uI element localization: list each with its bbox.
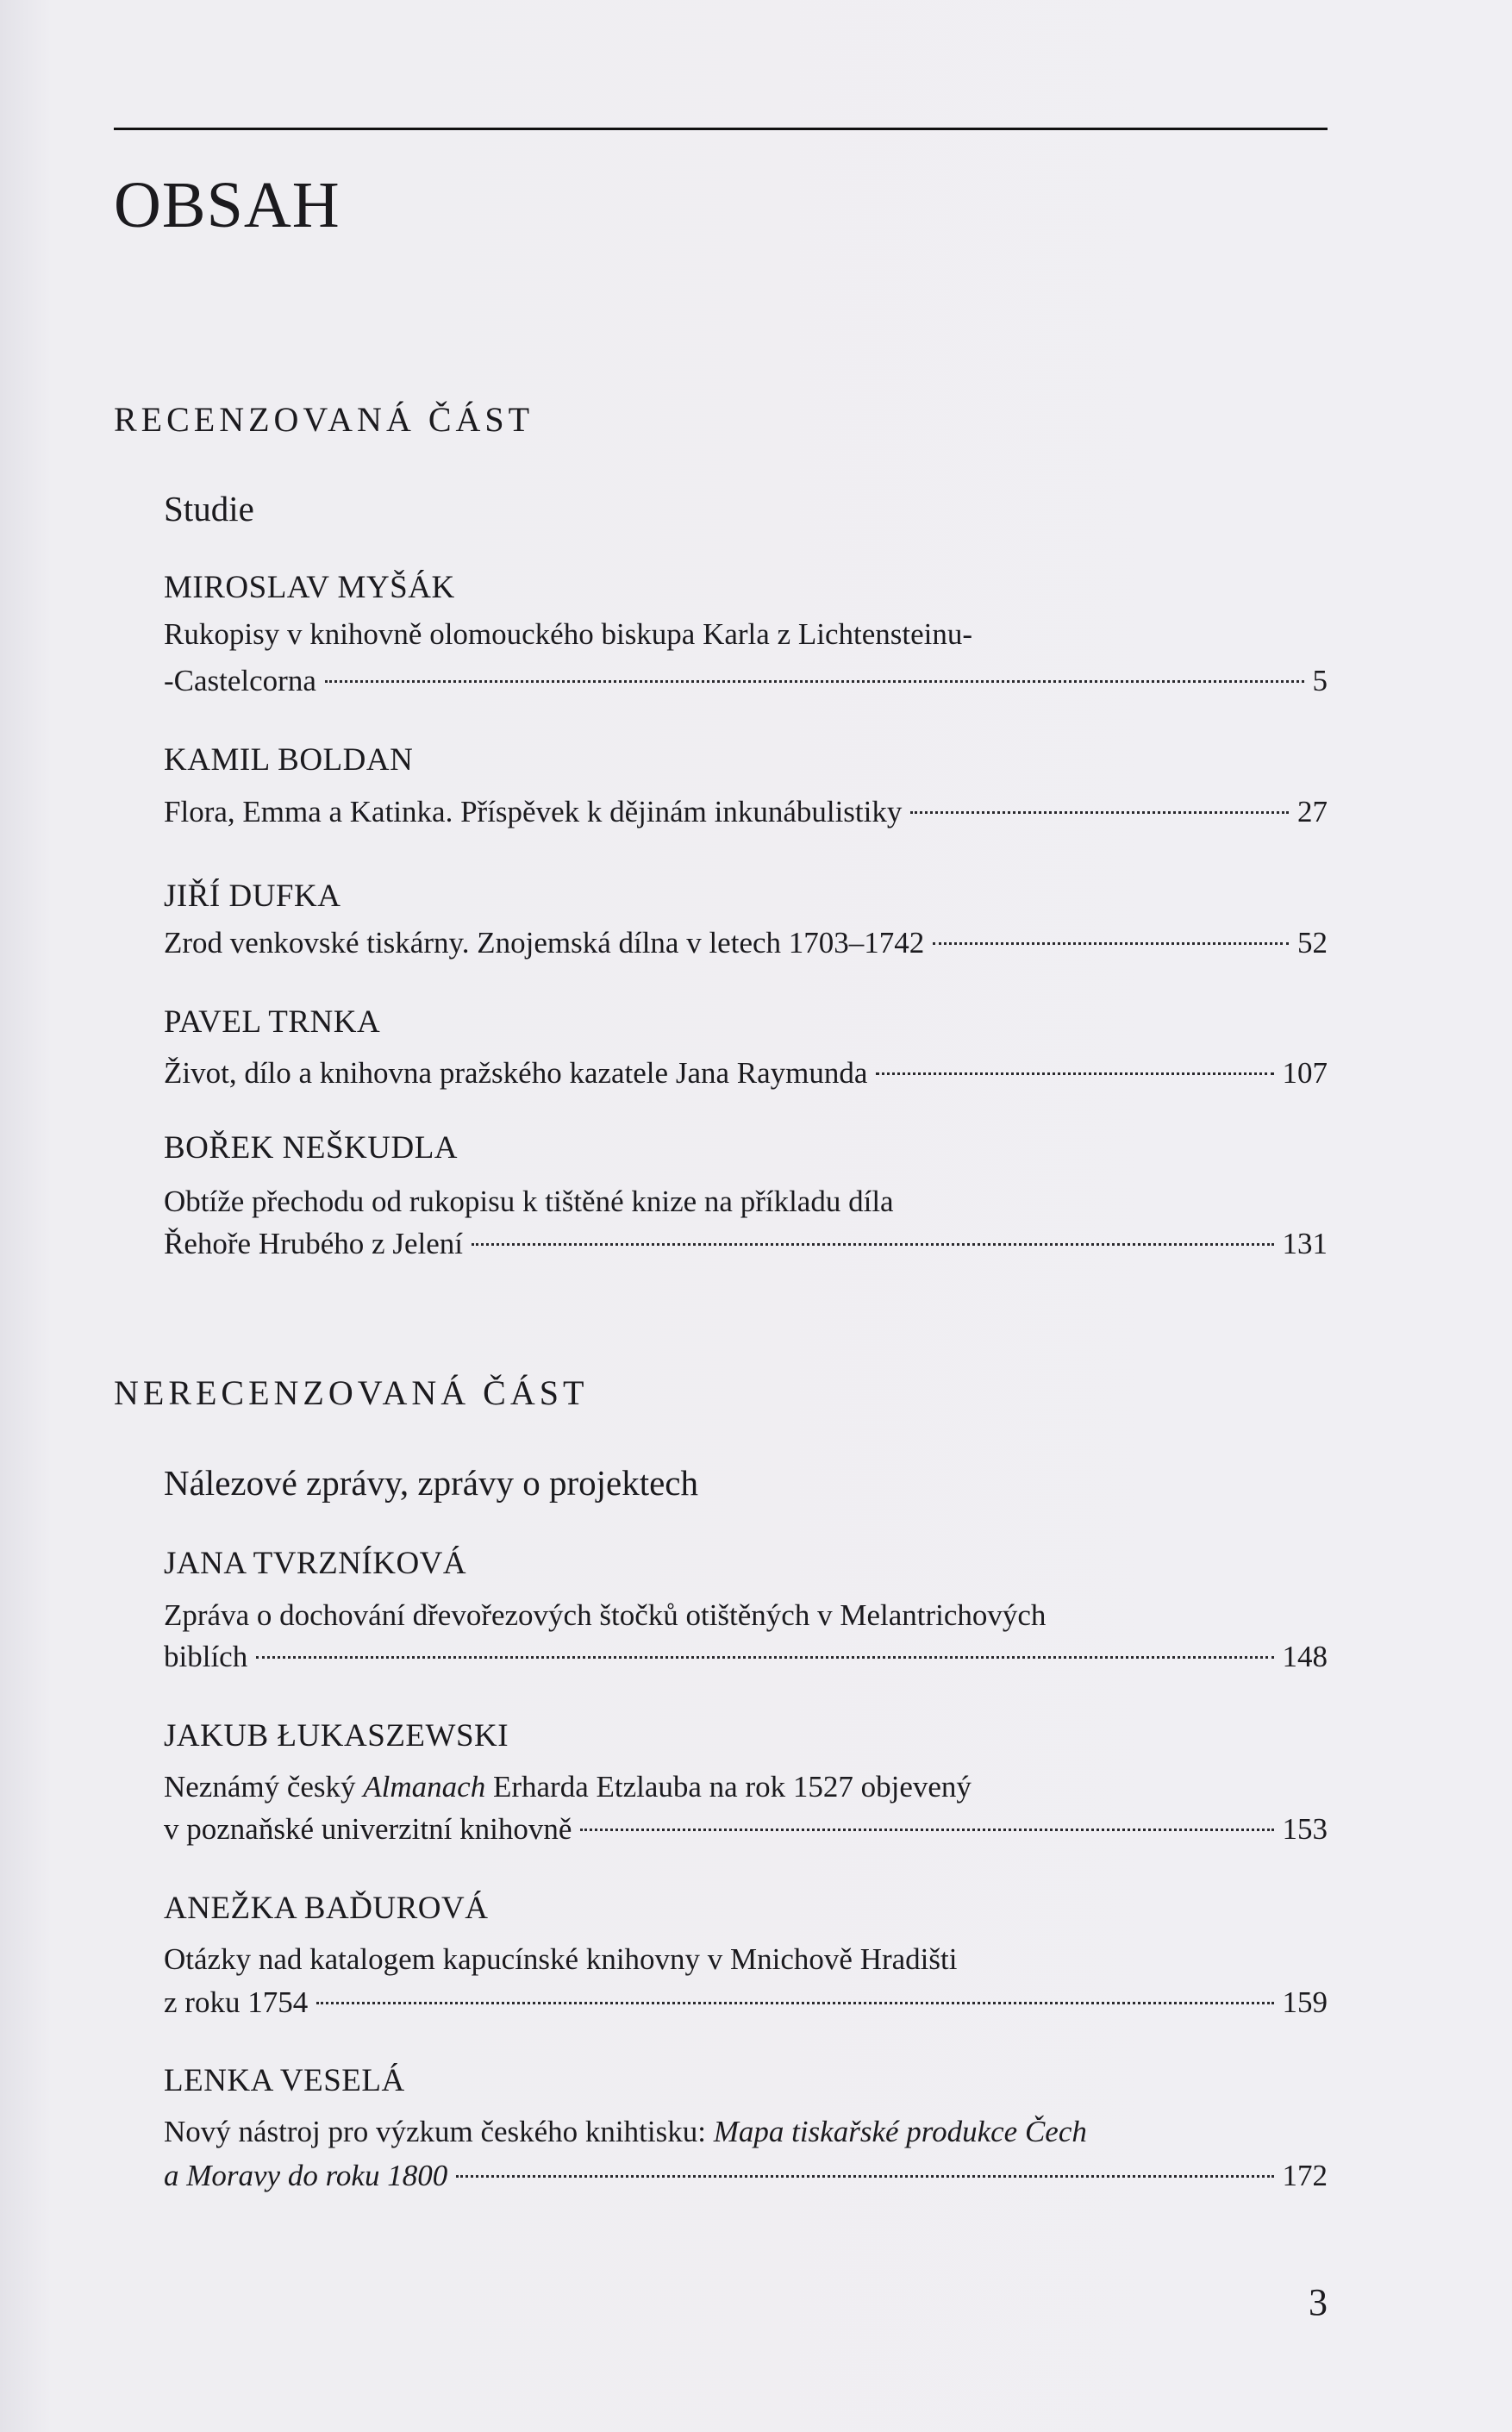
entry-title-line: Řehoře Hrubého z Jelení <box>164 1227 463 1260</box>
section-heading-non-reviewed: NERECENZOVANÁ ČÁST <box>114 1373 589 1412</box>
dot-leader <box>316 2002 1273 2004</box>
page-number: 52 <box>1297 926 1328 960</box>
entry-title-italic: Almanach <box>363 1770 486 1804</box>
top-rule <box>114 128 1328 130</box>
entry-author: PAVEL TRNKA <box>164 1004 381 1040</box>
toc-entry[interactable] <box>164 1225 1328 1263</box>
dot-leader <box>910 811 1289 814</box>
entry-title-line: Rukopisy v knihovně olomouckého biskupa Karla z Lichtensteinu- <box>164 617 973 651</box>
entry-title-line <box>164 1768 1328 1806</box>
dot-leader <box>325 680 1304 683</box>
section-heading-reviewed: RECENZOVANÁ ČÁST <box>114 400 534 439</box>
entry-title-italic: Mapa tiskařské produkce Čech <box>713 2115 1087 2148</box>
dot-leader <box>876 1072 1273 1075</box>
toc-entry[interactable] <box>164 793 1328 831</box>
entry-title-line: Otázky nad katalogem kapucínské knihovny v Mnichově Hradišti <box>164 1942 958 1976</box>
toc-entry[interactable] <box>164 662 1328 700</box>
entry-author: MIROSLAV MYŠÁK <box>164 570 455 605</box>
toc-entry[interactable] <box>164 1054 1328 1092</box>
entry-author: JANA TVRZNÍKOVÁ <box>164 1546 467 1581</box>
toc-entry[interactable] <box>164 1638 1328 1676</box>
dot-leader <box>256 1656 1273 1659</box>
page-number: 107 <box>1282 1056 1328 1090</box>
page-number: 153 <box>1282 1812 1328 1846</box>
entry-title-line: z roku 1754 <box>164 1985 309 2019</box>
entry-title-line: Zrod venkovské tiskárny. Znojemská dílna v letech 1703–1742 <box>164 926 925 960</box>
entry-author: JIŘÍ DUFKA <box>164 878 341 914</box>
dot-leader <box>933 942 1289 945</box>
dot-leader <box>580 1829 1273 1831</box>
entry-title-line: a Moravy do roku 1800 <box>164 2159 448 2192</box>
dot-leader <box>456 2175 1273 2178</box>
entry-title-text: Nový nástroj pro výzkum českého knihtisku: <box>164 2115 714 2148</box>
subheading-studies: Studie <box>164 489 254 528</box>
bleed-through-text <box>776 181 789 241</box>
folio-page-number: 3 <box>1309 2281 1328 2323</box>
entry-title-line: v poznaňské univerzitní knihovně <box>164 1812 572 1846</box>
entry-title-text: Erharda Etzlauba na rok 1527 objevený <box>485 1770 972 1804</box>
entry-author: JAKUB ŁUKASZEWSKI <box>164 1718 509 1754</box>
entry-title-line: -Castelcorna <box>164 664 316 697</box>
entry-author: LENKA VESELÁ <box>164 2063 405 2098</box>
toc-entry[interactable] <box>164 924 1328 962</box>
entry-title-text: Neznámý český <box>164 1770 364 1804</box>
entry-title-line: Flora, Emma a Katinka. Příspěvek k dějinám inkunábulistiky <box>164 795 903 828</box>
page-number: 159 <box>1282 1985 1328 2019</box>
entry-author: ANEŽKA BAĎUROVÁ <box>164 1891 489 1926</box>
page-title: OBSAH <box>114 169 341 241</box>
entry-author: BOŘEK NEŠKUDLA <box>164 1130 459 1166</box>
entry-title-line: Obtíže přechodu od rukopisu k tištěné knize na příkladu díla <box>164 1185 894 1218</box>
page-number: 5 <box>1312 664 1328 697</box>
page-number: 131 <box>1282 1227 1328 1260</box>
entry-title-line: biblích <box>164 1640 248 1673</box>
entry-title-line: Život, dílo a knihovna pražského kazatele Jana Raymunda <box>164 1056 868 1090</box>
toc-entry[interactable] <box>164 1810 1328 1848</box>
dot-leader <box>472 1243 1274 1246</box>
page-number: 27 <box>1297 795 1328 828</box>
entry-author: KAMIL BOLDAN <box>164 742 414 778</box>
toc-entry[interactable] <box>164 1984 1328 2022</box>
subheading-reports: Nálezové zprávy, zprávy o projektech <box>164 1463 699 1503</box>
page-number: 172 <box>1282 2159 1328 2192</box>
toc-entry[interactable] <box>164 2157 1328 2195</box>
entry-title-line: Zpráva o dochování dřevořezových štočků otištěných v Melantrichových <box>164 1598 1047 1632</box>
page-number: 148 <box>1282 1640 1328 1673</box>
entry-title-line <box>164 2113 1328 2151</box>
